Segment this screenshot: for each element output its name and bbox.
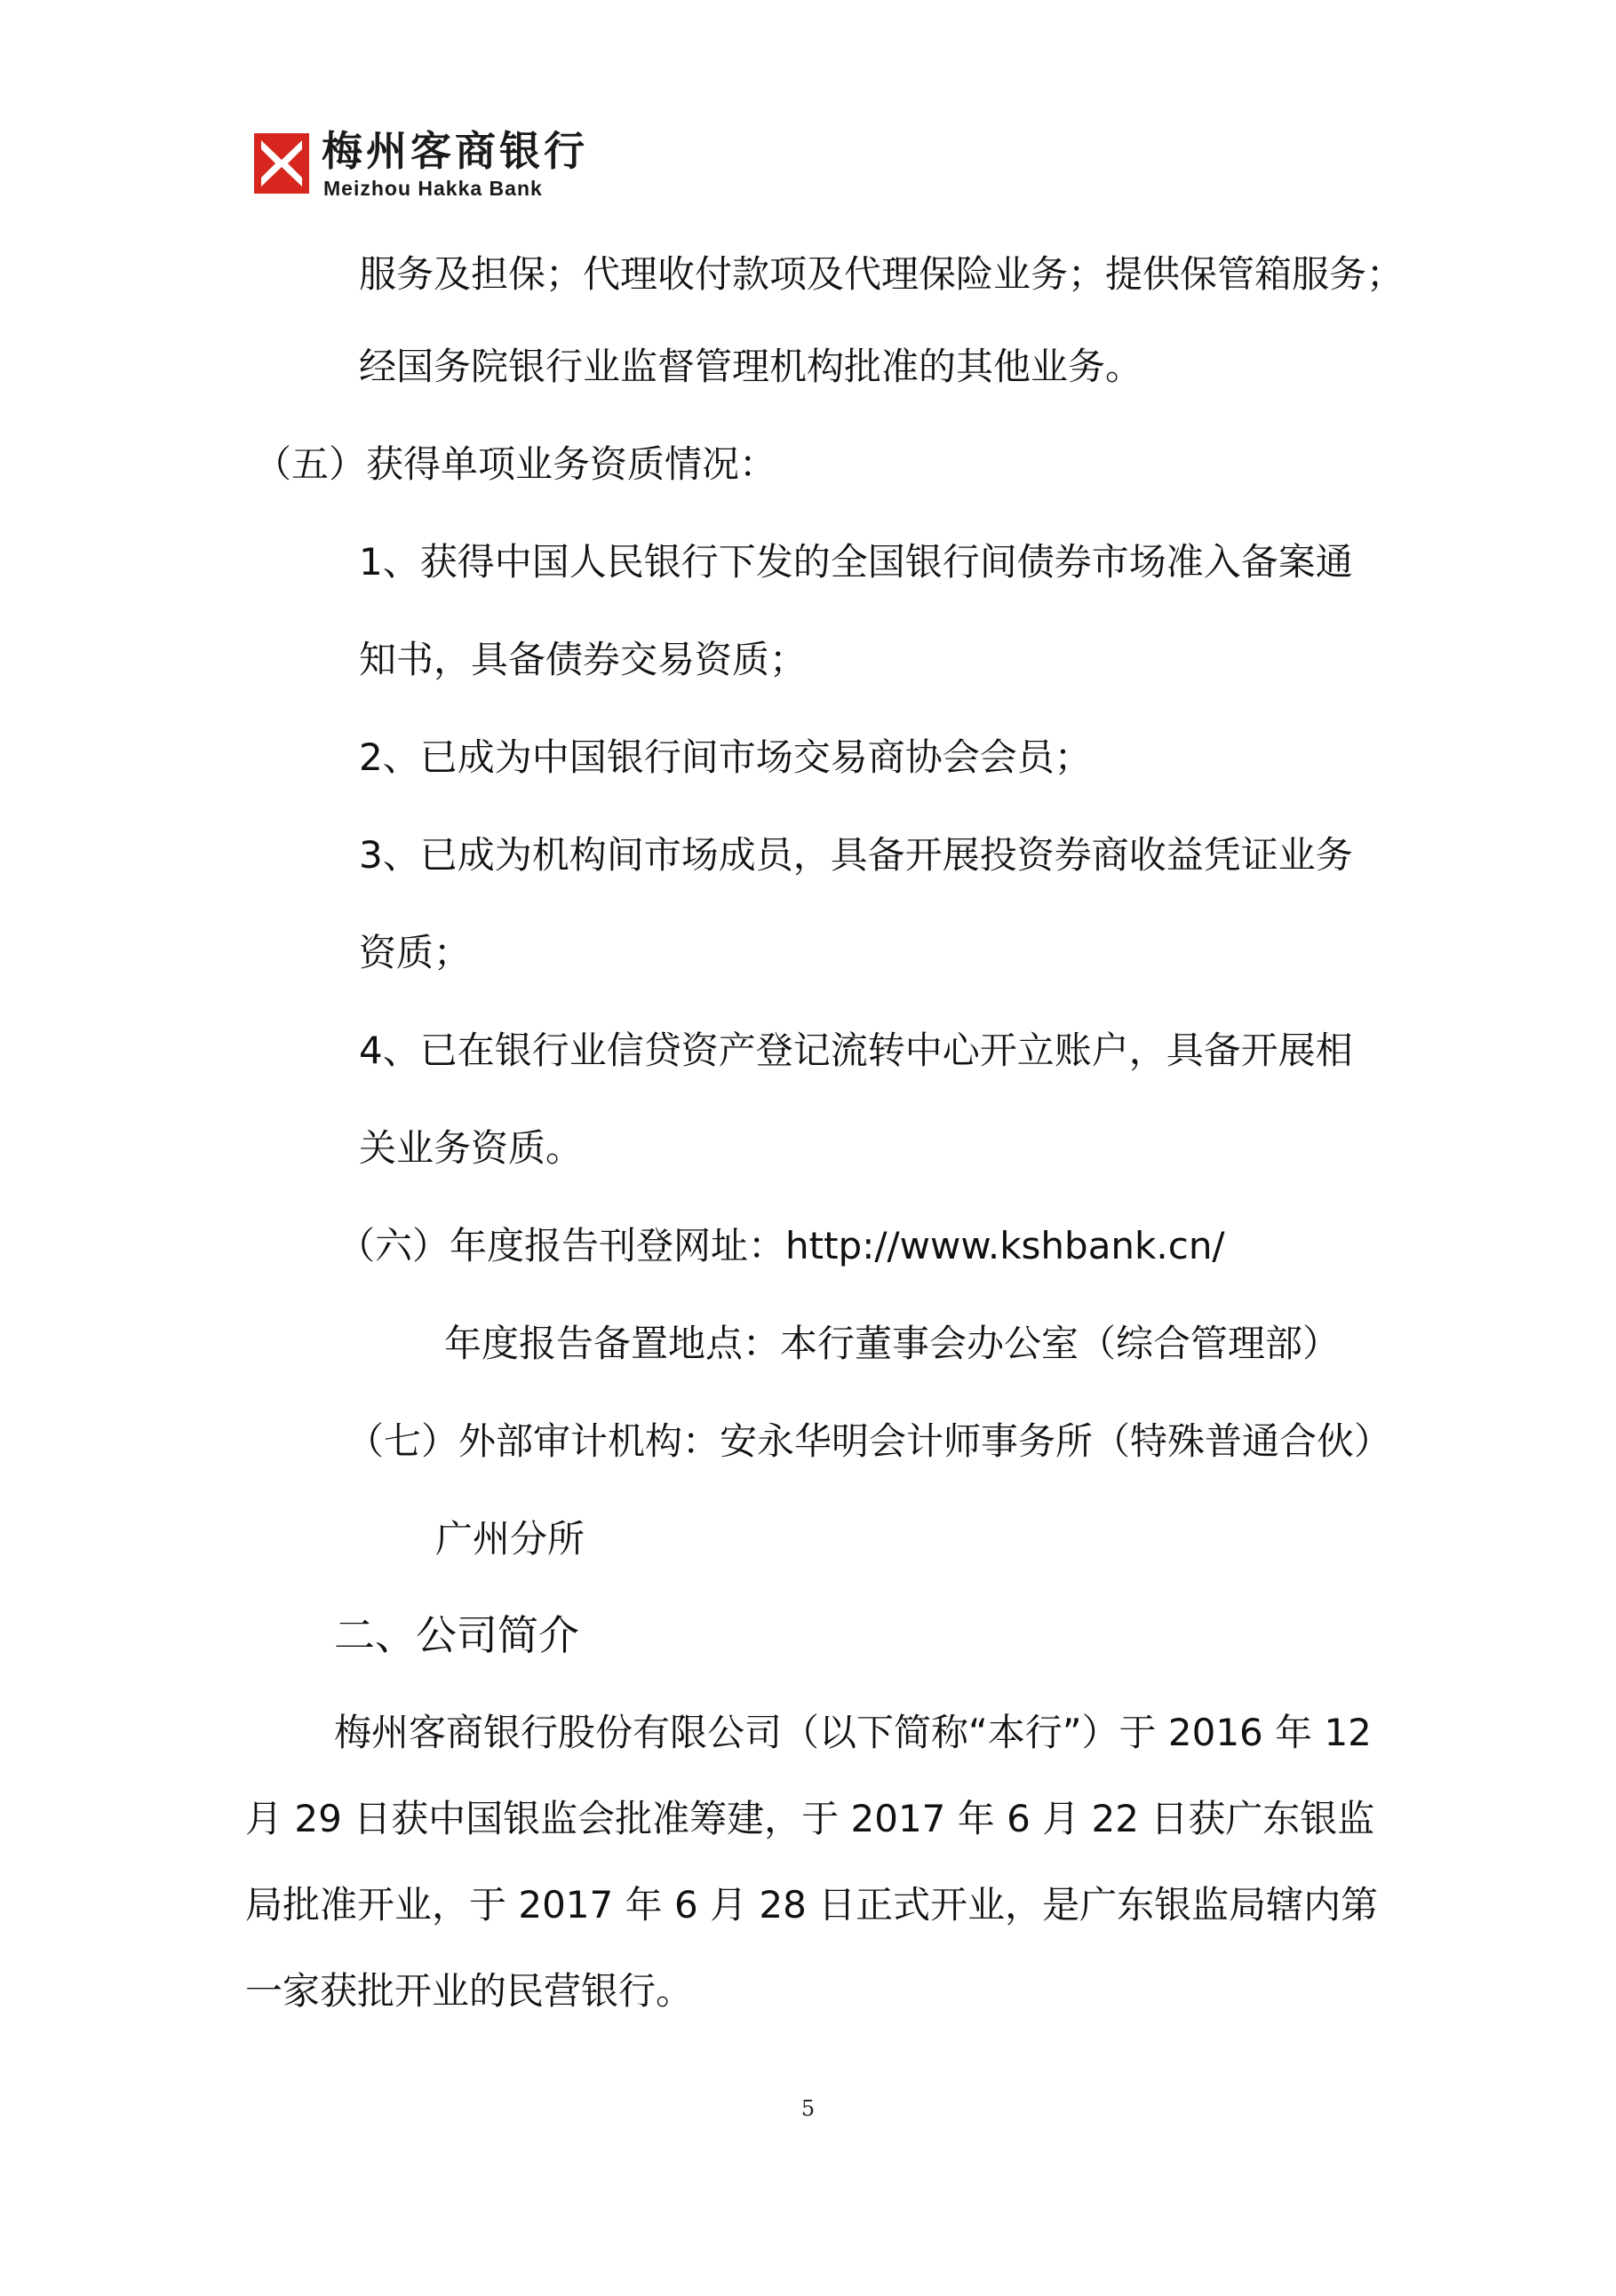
list-item-3: 3、已成为机构间市场成员，具备开展投资券商收益凭证业务 xyxy=(359,833,1353,877)
list-item-4: 4、已在银行业信贷资产登记流转中心开立账户，具备开展相 xyxy=(359,1029,1353,1072)
chapter-heading: 二、公司简介 xyxy=(334,1611,579,1659)
section-heading-6: （六）年度报告刊登网址：http://www.kshbank.cn/ xyxy=(338,1224,1225,1267)
report-location: 年度报告备置地点：本行董事会办公室（综合管理部） xyxy=(444,1322,1341,1365)
list-item-1-cont: 知书，具备债券交易资质； xyxy=(359,638,808,681)
body-line: 服务及担保；代理收付款项及代理保险业务；提供保管箱服务； xyxy=(359,252,1405,296)
body-line: 经国务院银行业监督管理机构批准的其他业务。 xyxy=(359,345,1143,388)
section-heading-7: （七）外部审计机构：安永华明会计师事务所（特殊普通合伙） xyxy=(346,1419,1392,1463)
section-heading-5: （五）获得单项业务资质情况： xyxy=(254,442,777,486)
brand-name-en: Meizhou Hakka Bank xyxy=(323,177,543,200)
paragraph-line: 局批准开业，于 2017 年 6 月 28 日正式开业，是广东银监局辖内第 xyxy=(245,1883,1379,1927)
auditor-branch: 广州分所 xyxy=(435,1517,585,1561)
page-number: 5 xyxy=(800,2096,816,2121)
list-item-3-cont: 资质； xyxy=(359,931,472,974)
bank-logo xyxy=(254,126,609,202)
paragraph-line: 梅州客商银行股份有限公司（以下简称“本行”）于 2016 年 12 xyxy=(334,1711,1372,1754)
list-item-4-cont: 关业务资质。 xyxy=(359,1126,584,1170)
list-item-2: 2、已成为中国银行间市场交易商协会会员； xyxy=(359,735,1092,779)
bank-logo-icon xyxy=(254,133,309,194)
brand-name-cn: 梅州客商银行 xyxy=(322,127,588,175)
list-item-1: 1、获得中国人民银行下发的全国银行间债券市场准入备案通 xyxy=(359,540,1353,584)
paragraph-line: 一家获批开业的民营银行。 xyxy=(245,1969,694,2013)
paragraph-line: 月 29 日获中国银监会批准筹建，于 2017 年 6 月 22 日获广东银监 xyxy=(245,1797,1375,1840)
